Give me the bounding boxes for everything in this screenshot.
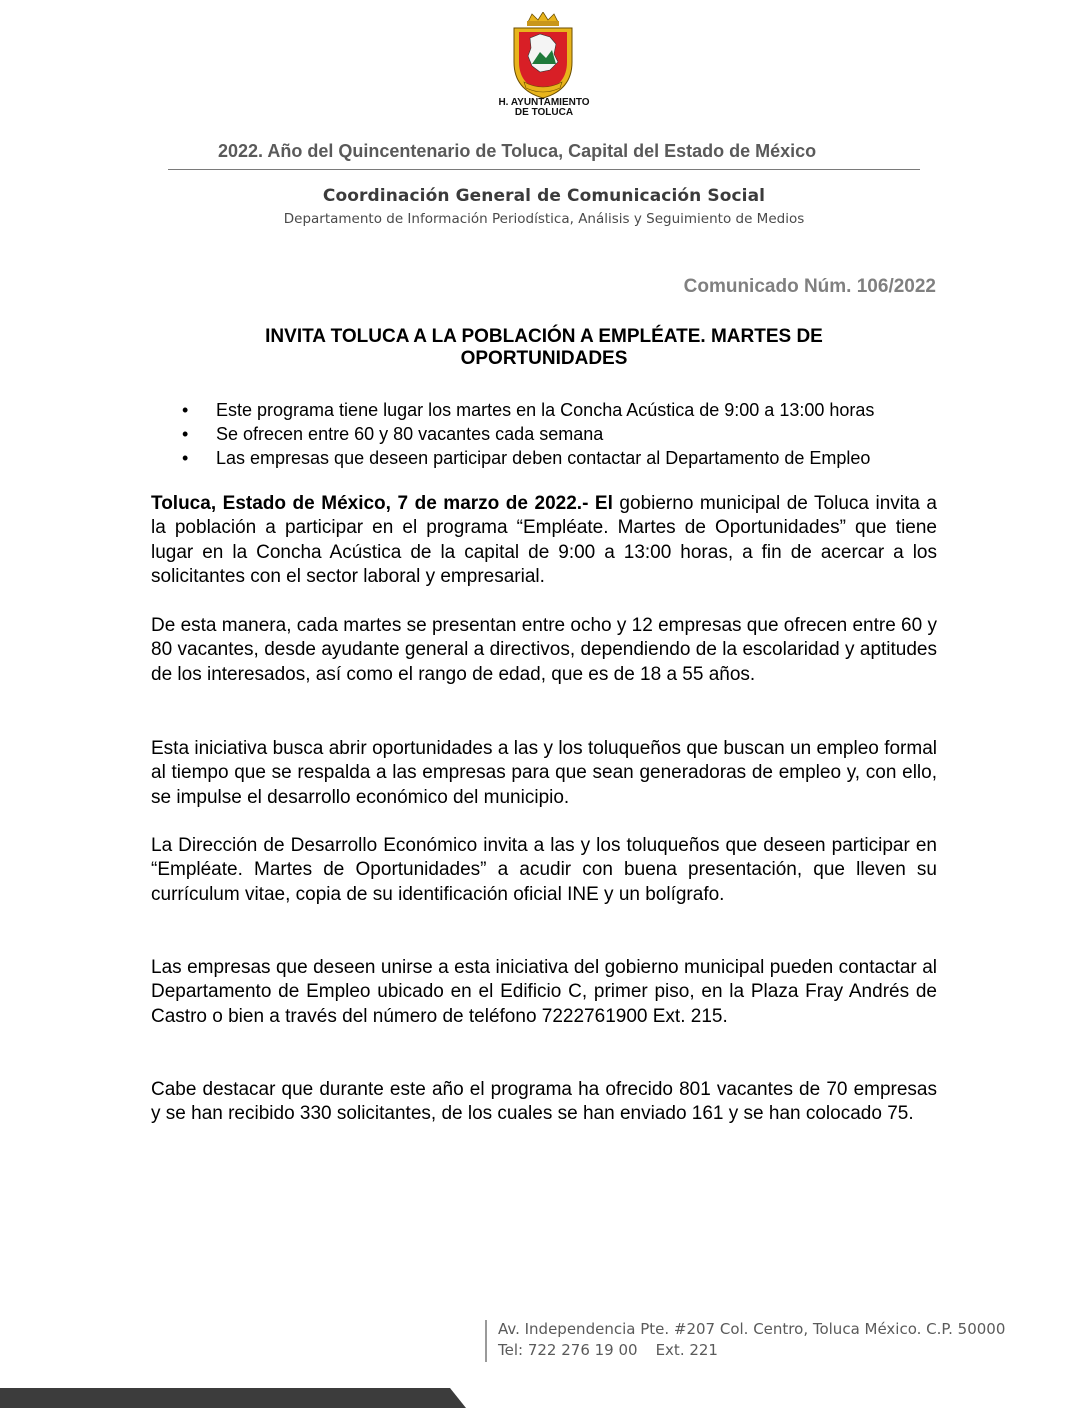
department-subtitle: Departamento de Información Periodística, Análisis y Seguimiento de Medios (283, 211, 805, 227)
paragraph-1 (151, 492, 937, 589)
footer-ext: Ext. 221 (655, 1341, 718, 1359)
paragraph-3: Esta iniciativa busca abrir oportunidades a las y los toluqueños que buscan un empleo formal al tiempo que se respalda a las empresas para que sean generadoras de empleo y, con ello, se impulse el desarrollo económico del municipio. (151, 738, 937, 808)
headline-line-2: OPORTUNIDADES (460, 348, 628, 369)
footer-divider (485, 1320, 487, 1362)
summary-bullets (150, 398, 950, 470)
bullet-item: • Este programa tiene lugar los martes en la Concha Acústica de 9:00 a 13:00 horas (150, 398, 950, 422)
dateline: Toluca, Estado de México, 7 de marzo de 2022.- El (151, 493, 613, 514)
footer-band (0, 1388, 466, 1408)
logo-line-2: DE TOLUCA (514, 107, 574, 118)
bullet-item: • Las empresas que deseen participar deben contactar al Departamento de Empleo (150, 446, 950, 470)
headline-line-1: INVITA TOLUCA A LA POBLACIÓN A EMPLÉATE. MARTES DE (265, 326, 823, 347)
comunicado-number: Comunicado Núm. 106/2022 (683, 276, 936, 297)
footer-tel: Tel: 722 276 19 00 (498, 1341, 638, 1359)
paragraph-5: Las empresas que deseen unirse a esta iniciativa del gobierno municipal pueden contactar al Departamento de Empleo ubicado en el Edificio C, primer piso, en la Plaza Fray Andrés de Castro o bien a través del número de teléfono 7222761900 Ext. 215. (151, 957, 937, 1027)
toluca-shield-icon (510, 12, 576, 100)
footer-phone (498, 1341, 718, 1359)
paragraph-6: Cabe destacar que durante este año el programa ha ofrecido 801 vacantes de 70 empresas y se han recibido 330 solicitantes, de los cuales se han enviado 161 y se han colocado 75. (151, 1079, 937, 1125)
coordination-title: Coordinación General de Comunicación Social (322, 186, 766, 206)
paragraph-2: De esta manera, cada martes se presentan entre ocho y 12 empresas que ofrecen entre 60 y 80 vacantes, desde ayudante general a directivos, dependiendo de la escolaridad y aptitudes de los interesados, así como el rango de edad, que es de 18 a 55 años. (151, 615, 937, 685)
year-slogan: 2022. Año del Quincentenario de Toluca, Capital del Estado de México (218, 141, 817, 161)
bullet-item: • Se ofrecen entre 60 y 80 vacantes cada semana (150, 422, 950, 446)
toluca-logo (488, 12, 600, 120)
paragraph-1-text: gobierno municipal de Toluca invita a la población a participar en el programa “Empléate. Martes de Oportunidades” que tiene lugar en la Concha Acústica de la capital de 9:00 a 13:00 horas, a fin de acercar a los solicitantes con el sector laboral y empresarial. (151, 493, 937, 587)
headline (150, 326, 938, 370)
footer-address: Av. Independencia Pte. #207 Col. Centro, Toluca México. C.P. 50000 (498, 1320, 1006, 1338)
logo-line-1: H. AYUNTAMIENTO (498, 97, 590, 108)
header-divider (168, 169, 920, 170)
paragraph-4: La Dirección de Desarrollo Económico invita a las y los toluqueños que deseen participar en “Empléate. Martes de Oportunidades” a acudir con buena presentación, que lleven su currículum vitae, copia de su identificación oficial INE y un bolígrafo. (151, 835, 937, 905)
